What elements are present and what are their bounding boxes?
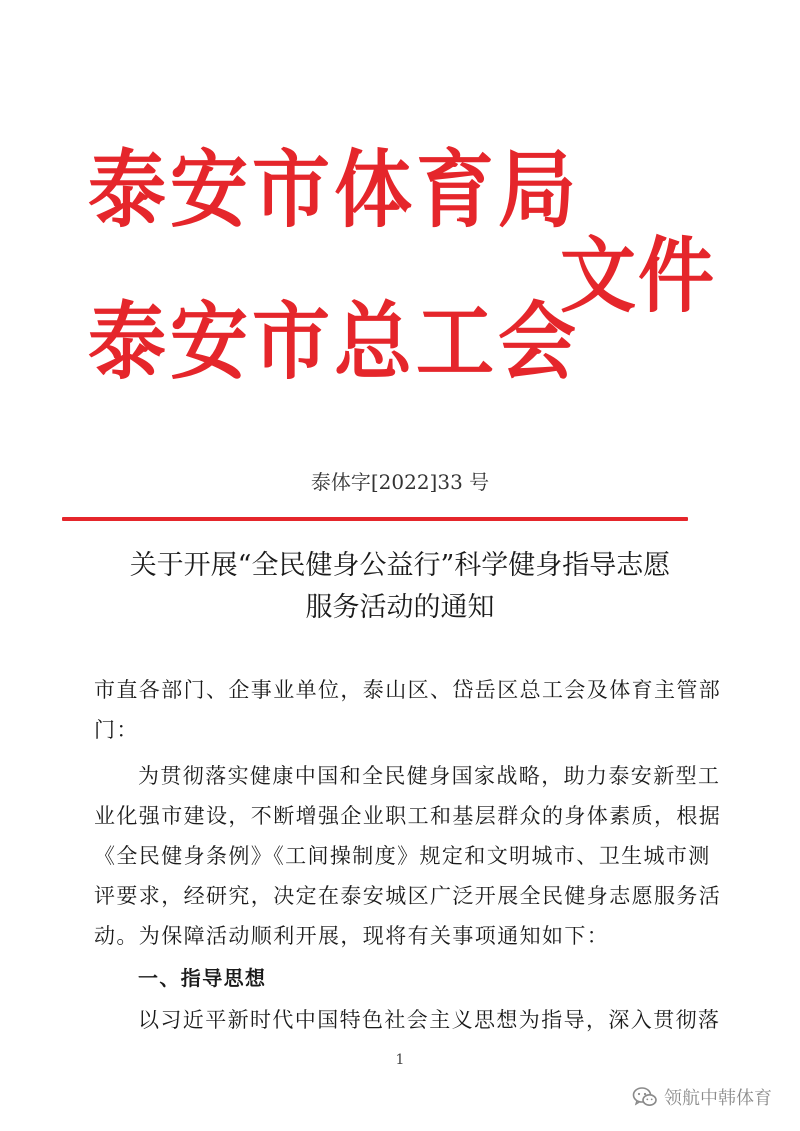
page-number: 1 xyxy=(395,1052,405,1068)
document-number: 泰体字[2022]33 号 xyxy=(310,470,490,494)
wechat-icon xyxy=(632,1086,658,1108)
paragraph-1-line: 为贯彻落实健康中国和全民健身国家战略，助力泰安新型工 xyxy=(138,764,721,788)
paragraph-2-line: 以习近平新时代中国特色社会主义思想为指导，深入贯彻落 xyxy=(138,1008,721,1032)
paragraph-1-line: 动。为保障活动顺利开展，现将有关事项通知如下： xyxy=(94,924,610,948)
document-type-label: 文件 xyxy=(560,227,716,324)
section-heading-guiding-ideology: 一、指导思想 xyxy=(138,966,267,990)
watermark-text: 领航中韩体育 xyxy=(664,1088,772,1109)
addressee-line-2: 门： xyxy=(94,718,139,742)
issuer-name-sports-bureau: 泰安市体育局 xyxy=(88,142,581,240)
issuer-name-trade-union: 泰安市总工会 xyxy=(88,294,581,392)
notice-title-line-1: 关于开展“全民健身公益行”科学健身指导志愿 xyxy=(129,550,671,581)
notice-title-line-2: 服务活动的通知 xyxy=(305,592,495,623)
paragraph-1-line: 评要求，经研究，决定在泰安城区广泛开展全民健身志愿服务活 xyxy=(94,884,722,908)
addressee-line-1: 市直各部门、企事业单位，泰山区、岱岳区总工会及体育主管部 xyxy=(94,678,722,702)
paragraph-1-line: 《全民健身条例》《工间操制度》规定和文明城市、卫生城市测 xyxy=(94,844,711,868)
paragraph-1-line: 业化强市建设，不断增强企业职工和基层群众的身体素质，根据 xyxy=(94,804,722,828)
watermark xyxy=(632,1084,772,1110)
red-divider-line xyxy=(62,517,688,521)
